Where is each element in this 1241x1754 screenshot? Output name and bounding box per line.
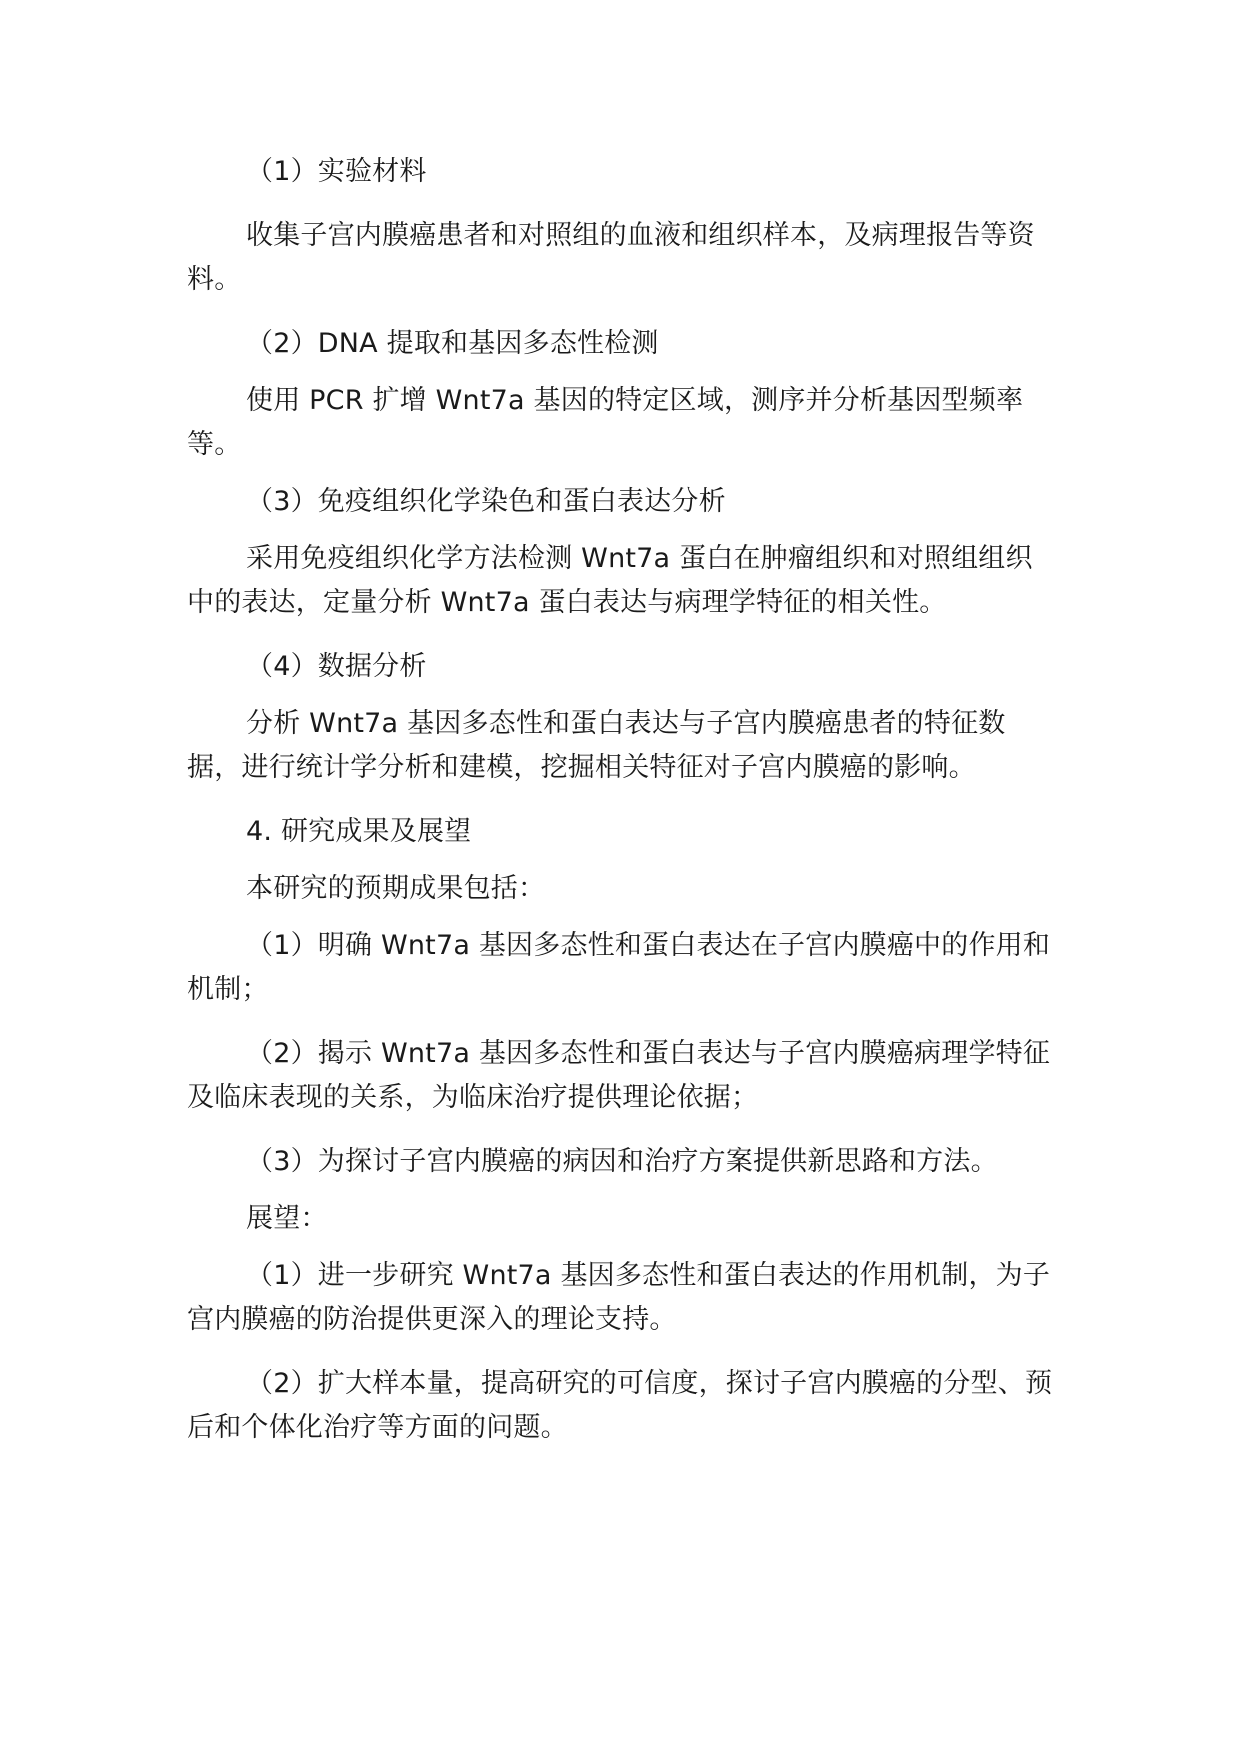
paragraph-materials: 收集子宫内膜癌患者和对照组的血液和组织样本，及病理报告等资料。 xyxy=(187,220,1035,295)
document-body xyxy=(187,150,1057,1450)
heading-results-outlook: 4. 研究成果及展望 xyxy=(246,816,472,847)
paragraph-expected-results-intro: 本研究的预期成果包括： xyxy=(246,873,546,904)
list-item-outlook-2: （2）扩大样本量，提高研究的可信度，探讨子宫内膜癌的分型、预后和个体化治疗等方面的问题。 xyxy=(187,1368,1053,1443)
heading-experimental-materials: （1）实验材料 xyxy=(246,156,427,187)
list-item-result-2: （2）揭示 Wnt7a 基因多态性和蛋白表达与子宫内膜癌病理学特征及临床表现的关系，为临床治疗提供理论依据； xyxy=(187,1038,1051,1113)
list-item-result-3: （3）为探讨子宫内膜癌的病因和治疗方案提供新思路和方法。 xyxy=(246,1146,998,1177)
heading-dna-extraction: （2）DNA 提取和基因多态性检测 xyxy=(246,328,659,359)
paragraph-pcr: 使用 PCR 扩增 Wnt7a 基因的特定区域，测序并分析基因型频率等。 xyxy=(187,385,1024,460)
paragraph-data-analysis: 分析 Wnt7a 基因多态性和蛋白表达与子宫内膜癌患者的特征数据，进行统计学分析和建模，挖掘相关特征对子宫内膜癌的影响。 xyxy=(187,708,1006,783)
heading-data-analysis: （4）数据分析 xyxy=(246,651,427,682)
paragraph-immunohistochemistry: 采用免疫组织化学方法检测 Wnt7a 蛋白在肿瘤组织和对照组组织中的表达，定量分析 Wnt7a 蛋白表达与病理学特征的相关性。 xyxy=(187,543,1033,618)
list-item-result-1: （1）明确 Wnt7a 基因多态性和蛋白表达在子宫内膜癌中的作用和机制； xyxy=(187,930,1051,1005)
heading-outlook: 展望： xyxy=(246,1203,328,1234)
list-item-outlook-1: （1）进一步研究 Wnt7a 基因多态性和蛋白表达的作用机制，为子宫内膜癌的防治提供更深入的理论支持。 xyxy=(187,1260,1051,1335)
heading-immunohistochemistry: （3）免疫组织化学染色和蛋白表达分析 xyxy=(246,486,726,517)
